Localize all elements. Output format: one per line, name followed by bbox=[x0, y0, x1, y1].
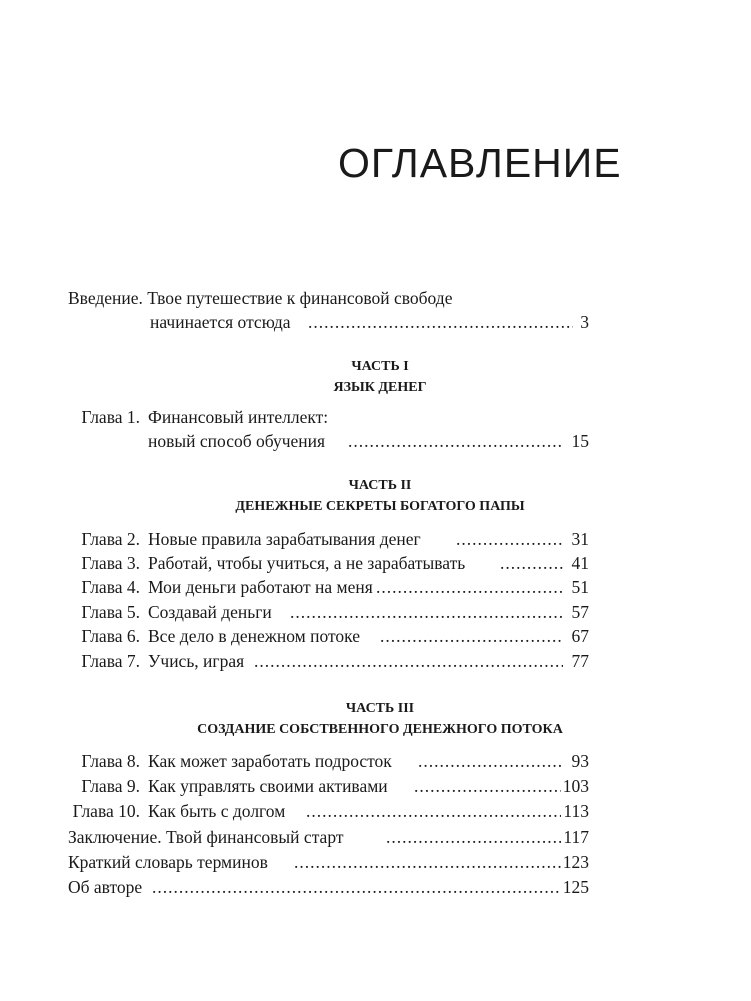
page-number: 117 bbox=[563, 827, 589, 847]
toc-entry bbox=[0, 799, 751, 823]
entry-title: Создавай деньги bbox=[148, 602, 272, 622]
toc-entry bbox=[0, 600, 751, 624]
toc-entry bbox=[0, 875, 751, 899]
entry-title: Работай, чтобы учиться, а не зарабатывать bbox=[148, 553, 466, 573]
chapter-number: Глава 2. bbox=[81, 529, 140, 549]
page-number: 41 bbox=[571, 553, 589, 573]
dot-leader bbox=[294, 850, 563, 874]
dot-leader bbox=[254, 649, 563, 673]
dot-leader bbox=[500, 551, 563, 575]
toc-entry bbox=[0, 825, 751, 849]
page-title: ОГЛАВЛЕНИЕ bbox=[338, 140, 622, 186]
entry-title: Краткий словарь терминов bbox=[68, 852, 268, 872]
page-number: 77 bbox=[571, 651, 589, 671]
page-number: 123 bbox=[562, 852, 589, 872]
entry-title: Все дело в денежном потоке bbox=[148, 626, 360, 646]
intro-entry bbox=[0, 310, 751, 334]
chapter-1-heading bbox=[0, 405, 751, 429]
dot-leader bbox=[414, 774, 563, 798]
toc-entry bbox=[0, 527, 751, 551]
chapter-number: Глава 1. bbox=[81, 407, 140, 427]
part-3-name: СОЗДАНИЕ СОБСТВЕННОГО ДЕНЕЖНОГО ПОТОКА bbox=[197, 722, 563, 737]
part-2-label: ЧАСТЬ II bbox=[348, 478, 412, 493]
entry-title: Об авторе bbox=[68, 877, 143, 897]
intro-line-1: Введение. Твое путешествие к финансовой свободе bbox=[68, 288, 453, 308]
chapter-number: Глава 10. bbox=[72, 801, 140, 821]
entry-title: новый способ обучения bbox=[148, 431, 326, 451]
entry-title: Как управлять своими активами bbox=[148, 776, 388, 796]
entry-title: Как быть с долгом bbox=[148, 801, 286, 821]
page-number: 31 bbox=[571, 529, 589, 549]
chapter-number: Глава 8. bbox=[81, 751, 140, 771]
entry-title: Как может заработать подросток bbox=[148, 751, 392, 771]
toc-entry bbox=[0, 551, 751, 575]
dot-leader bbox=[306, 799, 563, 823]
chapter-number: Глава 9. bbox=[81, 776, 140, 796]
page-number: 67 bbox=[571, 626, 589, 646]
entry-title: Мои деньги работают на меня bbox=[148, 577, 373, 597]
dot-leader bbox=[376, 575, 563, 599]
chapter-1-entry bbox=[0, 429, 751, 453]
dot-leader bbox=[348, 429, 563, 453]
dot-leader bbox=[418, 749, 563, 773]
chapter-number: Глава 7. bbox=[81, 651, 140, 671]
page-number: 3 bbox=[580, 312, 589, 332]
part-3-label: ЧАСТЬ III bbox=[345, 701, 415, 716]
dot-leader bbox=[290, 600, 563, 624]
chapter-number: Глава 6. bbox=[81, 626, 140, 646]
entry-title: Финансовый интеллект: bbox=[148, 407, 329, 427]
entry-title: начинается отсюда bbox=[150, 312, 291, 332]
entry-title: Учись, играя bbox=[148, 651, 245, 671]
chapter-number: Глава 5. bbox=[81, 602, 140, 622]
page-number: 57 bbox=[571, 602, 589, 622]
toc-entry bbox=[0, 749, 751, 773]
dot-leader bbox=[380, 624, 563, 648]
toc-entry bbox=[0, 649, 751, 673]
dot-leader bbox=[152, 875, 563, 899]
toc-entry bbox=[0, 624, 751, 648]
chapter-number: Глава 3. bbox=[81, 553, 140, 573]
dot-leader bbox=[386, 825, 563, 849]
dot-leader bbox=[456, 527, 563, 551]
entry-title: Новые правила зарабатывания денег bbox=[148, 529, 421, 549]
part-1-name: ЯЗЫК ДЕНЕГ bbox=[333, 380, 427, 395]
page-number: 125 bbox=[562, 877, 589, 897]
toc-entry bbox=[0, 575, 751, 599]
part-2-name: ДЕНЕЖНЫЕ СЕКРЕТЫ БОГАТОГО ПАПЫ bbox=[235, 499, 525, 514]
chapter-number: Глава 4. bbox=[81, 577, 140, 597]
page-number: 113 bbox=[563, 801, 589, 821]
page-number: 93 bbox=[571, 751, 589, 771]
entry-title: Заключение. Твой финансовый старт bbox=[68, 827, 344, 847]
page-number: 103 bbox=[562, 776, 589, 796]
page-number: 15 bbox=[571, 431, 589, 451]
page-number: 51 bbox=[571, 577, 589, 597]
toc-entry bbox=[0, 850, 751, 874]
part-1-label: ЧАСТЬ I bbox=[351, 359, 409, 374]
dot-leader bbox=[308, 310, 573, 334]
toc-entry bbox=[0, 774, 751, 798]
